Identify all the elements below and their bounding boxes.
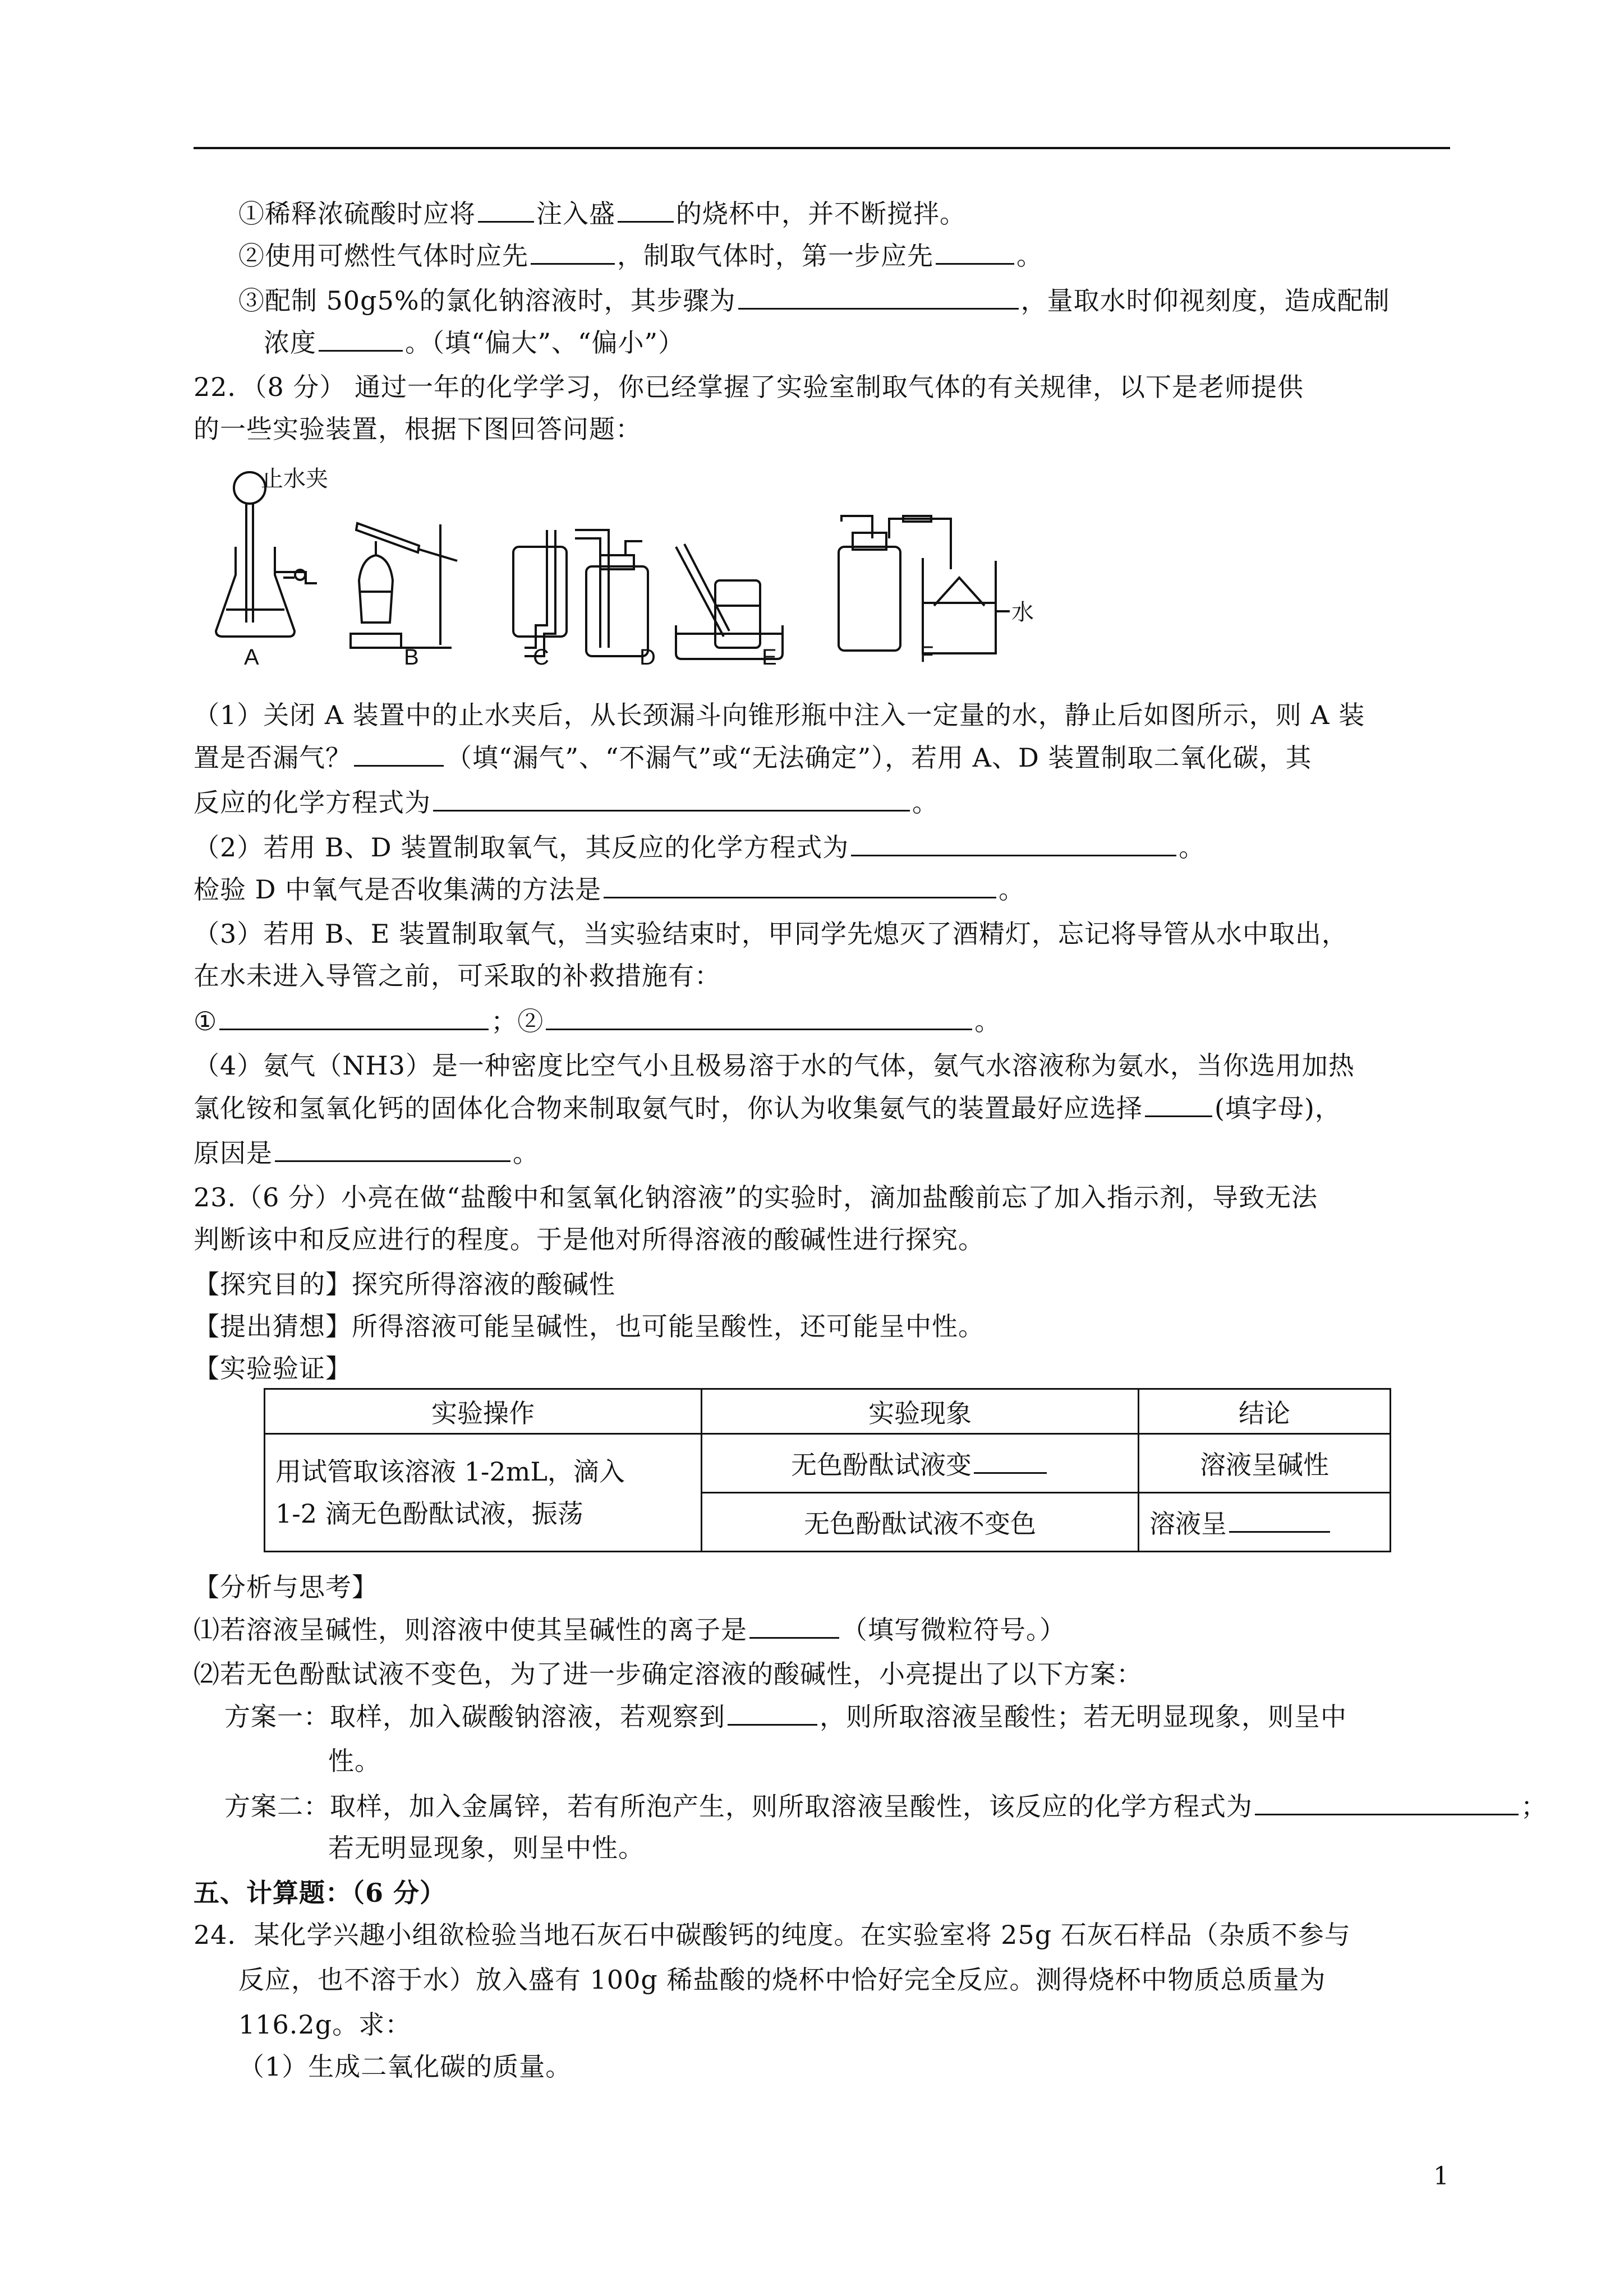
q22-part1-line3: 反应的化学方程式为 。 [194, 785, 938, 819]
apparatus-c [513, 530, 567, 656]
q22-part3-line1: （3）若用 B、E 装置制取氧气，当实验结束时，甲同学先熄灭了酒精灯，忘记将导管从水中取出， [194, 919, 1348, 949]
operation-cell [265, 1434, 702, 1552]
label-f: F [920, 642, 934, 667]
label-a: A [244, 645, 259, 670]
q22-part4-line3: 原因是 。 [194, 1136, 539, 1170]
q21-item3-line1: ③配制 50g5%的氯化钠溶液时，其步骤为 ，量取水时仰视刻度，造成配制 [238, 283, 1390, 317]
table-row [265, 1434, 1391, 1493]
q24-line3: 116.2g。求： [238, 2009, 412, 2040]
q24-line1: 24．某化学兴趣小组欲检验当地石灰石中碳酸钙的纯度。在实验室将 25g 石灰石样品（杂质不参与 [194, 1920, 1351, 1950]
page-number: 1 [1433, 2162, 1449, 2191]
q23-plan2-line2: 若无明显现象，则呈中性。 [328, 1833, 645, 1863]
apparatus-a [216, 467, 328, 637]
q22-intro-line1: 22．（8 分） 通过一年的化学学习，你已经掌握了实验室制取气体的有关规律，以下是老师提供 [194, 372, 1304, 402]
operation-line2: 1-2 滴无色酚酞试液，振荡 [275, 1498, 583, 1529]
q24-line4: （1）生成二氧化碳的质量。 [238, 2051, 572, 2082]
row1-phenomenon: 无色酚酞试液变 [702, 1434, 1139, 1493]
apparatus-d [575, 530, 648, 656]
row1-conclusion: 溶液呈碱性 [1139, 1434, 1391, 1493]
q22-part1-line1: （1）关闭 A 装置中的止水夹后，从长颈漏斗向锥形瓶中注入一定量的水，静止后如图所示，则 A 装 [194, 700, 1365, 730]
q23-analysis-1: ⑴若溶液呈碱性，则溶液中使其呈碱性的离子是 （填写微粒符号。） [194, 1612, 1066, 1647]
q23-hypothesis: 【提出猜想】所得溶液可能呈碱性，也可能呈酸性，还可能呈中性。 [194, 1311, 984, 1341]
q23-analysis-heading: 【分析与思考】 [194, 1572, 378, 1602]
apparatus-f [839, 516, 1034, 653]
q21-item3-line2: 浓度 。（填“偏大”、“偏小”） [264, 325, 684, 359]
q21-item1: ①稀释浓硫酸时应将 注入盛 的烧杯中，并不断搅拌。 [238, 196, 966, 230]
q22-part3-line3: ① ；② 。 [194, 1004, 1001, 1038]
header-conclusion: 结论 [1139, 1389, 1391, 1434]
q22-part4-line2: 氯化铵和氢氧化钙的固体化合物来制取氨气时，你认为收集氨气的装置最好应选择 (填字母)， [194, 1091, 1341, 1125]
apparatus-b [351, 523, 457, 648]
header-phenomenon: 实验现象 [702, 1389, 1139, 1434]
q23-verify-heading: 【实验验证】 [194, 1353, 352, 1384]
header-operation: 实验操作 [265, 1389, 702, 1434]
header-rule [194, 147, 1450, 149]
q22-part2-line2: 检验 D 中氧气是否收集满的方法是 。 [194, 872, 1025, 906]
section-5-heading: 五、计算题：（6 分） [194, 1878, 447, 1908]
row2-conclusion: 溶液呈 [1139, 1493, 1391, 1552]
q23-analysis-2: ⑵若无色酚酞试液不变色，为了进一步确定溶液的酸碱性，小亮提出了以下方案： [194, 1659, 1143, 1689]
q23-purpose: 【探究目的】探究所得溶液的酸碱性 [194, 1269, 615, 1299]
q22-intro-line2: 的一些实验装置，根据下图回答问题： [194, 414, 642, 444]
q22-part3-line2: 在水未进入导管之前，可采取的补救措施有： [194, 961, 721, 991]
label-c: C [533, 645, 549, 670]
label-b: B [404, 645, 419, 670]
q22-part4-line1: （4）氨气（NH3）是一种密度比空气小且极易溶于水的气体，氨气水溶液称为氨水，当你选用加热 [194, 1050, 1355, 1081]
q22-part1-line2: 置是否漏气？ （填“漏气”、“不漏气”或“无法确定”），若用 A、D 装置制取二氧化碳，其 [194, 740, 1312, 774]
clamp-label: 止水夹 [261, 467, 328, 491]
row2-phenomenon: 无色酚酞试液不变色 [702, 1493, 1139, 1552]
apparatus-figure [210, 463, 1085, 670]
label-d: D [640, 645, 656, 670]
q23-plan2-line1: 方案二：取样，加入金属锌，若有所泡产生，则所取溶液呈酸性，该反应的化学方程式为 ； [224, 1789, 1547, 1823]
q23-intro-line1: 23.（6 分）小亮在做“盐酸中和氢氧化钠溶液”的实验时，滴加盐酸前忘了加入指示剂，导致无法 [194, 1182, 1318, 1212]
q23-intro-line2: 判断该中和反应进行的程度。于是他对所得溶液的酸碱性进行探究。 [194, 1224, 984, 1255]
label-e: E [762, 645, 777, 670]
q22-part2-line1: （2）若用 B、D 装置制取氧气，其反应的化学方程式为 。 [194, 830, 1205, 864]
q23-plan1-line2: 性。 [328, 1746, 381, 1776]
water-label: 水 [1011, 600, 1034, 625]
q23-plan1-line1: 方案一：取样，加入碳酸钠溶液，若观察到 ，则所取溶液呈酸性；若无明显现象，则呈中 [224, 1699, 1347, 1733]
operation-line1: 用试管取该溶液 1-2mL，滴入 [275, 1456, 625, 1487]
table-header-row [265, 1389, 1391, 1434]
apparatus-e [676, 544, 783, 659]
q24-line2: 反应，也不溶于水）放入盛有 100g 稀盐酸的烧杯中恰好完全反应。测得烧杯中物质总质量为 [238, 1965, 1326, 1995]
q21-item2: ②使用可燃性气体时应先 ，制取气体时，第一步应先 。 [238, 238, 1043, 273]
experiment-table [264, 1388, 1391, 1552]
